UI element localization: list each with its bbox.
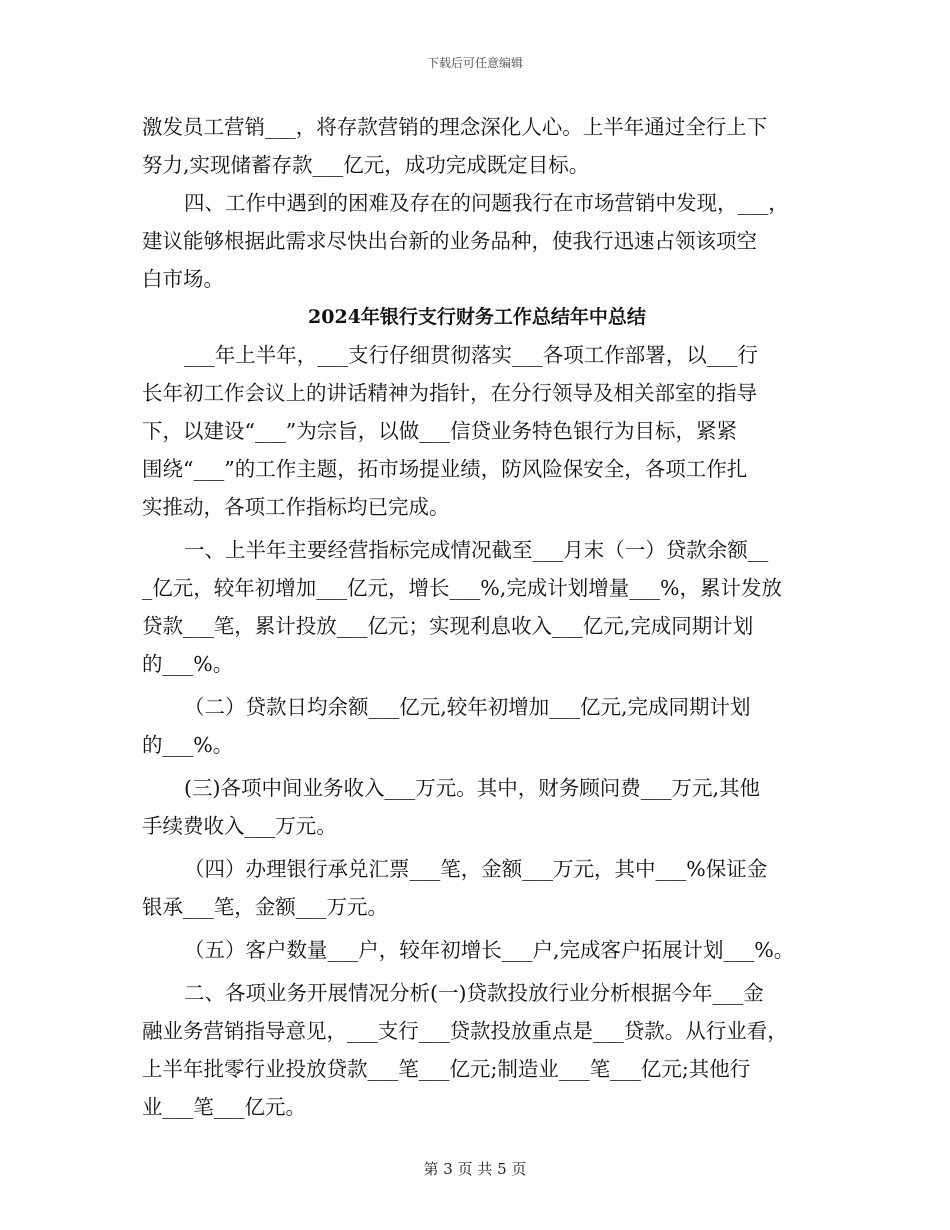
paragraph-start: （二）贷款日均余额___亿元,较年初增加___亿元,完成同期计划 [184, 695, 751, 719]
page-header: 下载后可任意编辑 [426, 56, 523, 70]
text-line: 的___%。 [142, 652, 234, 676]
paragraph-start: 二、各项业务开展情况分析(一)贷款投放行业分析根据今年___金 [184, 981, 764, 1005]
text-line: 贷款___笔，累计投放___亿元；实现利息收入___亿元,完成同期计划 [142, 614, 754, 638]
text-line: 下，以建设“___”为宗旨，以做___信贷业务特色银行为目标，紧紧 [142, 419, 737, 443]
text-line: 长年初工作会议上的讲话精神为指针，在分行领导及相关部室的指导 [142, 381, 757, 405]
text-line: 激发员工营销___，将存款营销的理念深化人心。上半年通过全行上下 [142, 115, 768, 139]
paragraph-start: ___年上半年，___支行仔细贯彻落实___各项工作部署，以___行 [184, 343, 758, 367]
document-body [142, 108, 812, 1126]
paragraph-start: （五）客户数量___户，较年初增长___户,完成客户拓展计划___%。 [184, 938, 795, 962]
page-footer: 第 3 页 共 5 页 [423, 1160, 527, 1178]
text-line: 上半年批零行业投放贷款___笔___亿元;制造业___笔___亿元;其他行 [142, 1057, 751, 1081]
paragraph-start: (三)各项中间业务收入___万元。其中，财务顾问费___万元,其他 [184, 776, 761, 800]
text-line: 业___笔___亿元。 [142, 1095, 306, 1119]
text-line: 建议能够根据此需求尽快出台新的业务品种，使我行迅速占领该项空 [142, 229, 757, 253]
text-line: 融业务营销指导意见，___支行___贷款投放重点是___贷款。从行业看， [142, 1019, 788, 1043]
text-line: 的___%。 [142, 733, 234, 757]
paragraph-start: 一、上半年主要经营指标完成情况截至___月末（一）贷款余额__ [184, 538, 769, 562]
text-line: 围绕“___”的工作主题，拓市场提业绩，防风险保安全，各项工作扎 [142, 457, 748, 481]
paragraph-start: 四、工作中遇到的困难及存在的问题我行在市场营销中发现，___， [184, 191, 789, 215]
section-title: 2024年银行支行财务工作总结年中总结 [308, 306, 646, 328]
text-line: 努力,实现储蓄存款___亿元，成功完成既定目标。 [142, 153, 590, 177]
text-line: 银承___笔，金额___万元。 [142, 895, 388, 919]
text-line: 白市场。 [142, 267, 224, 291]
text-line: _亿元，较年初增加___亿元，增长___%,完成计划增量___%，累计发放 [142, 576, 782, 600]
text-line: 实推动，各项工作指标均已完成。 [142, 495, 450, 519]
text-line: 手续费收入___万元。 [142, 814, 337, 838]
paragraph-start: （四）办理银行承兑汇票___笔，金额___万元，其中___%保证金 [184, 857, 768, 881]
